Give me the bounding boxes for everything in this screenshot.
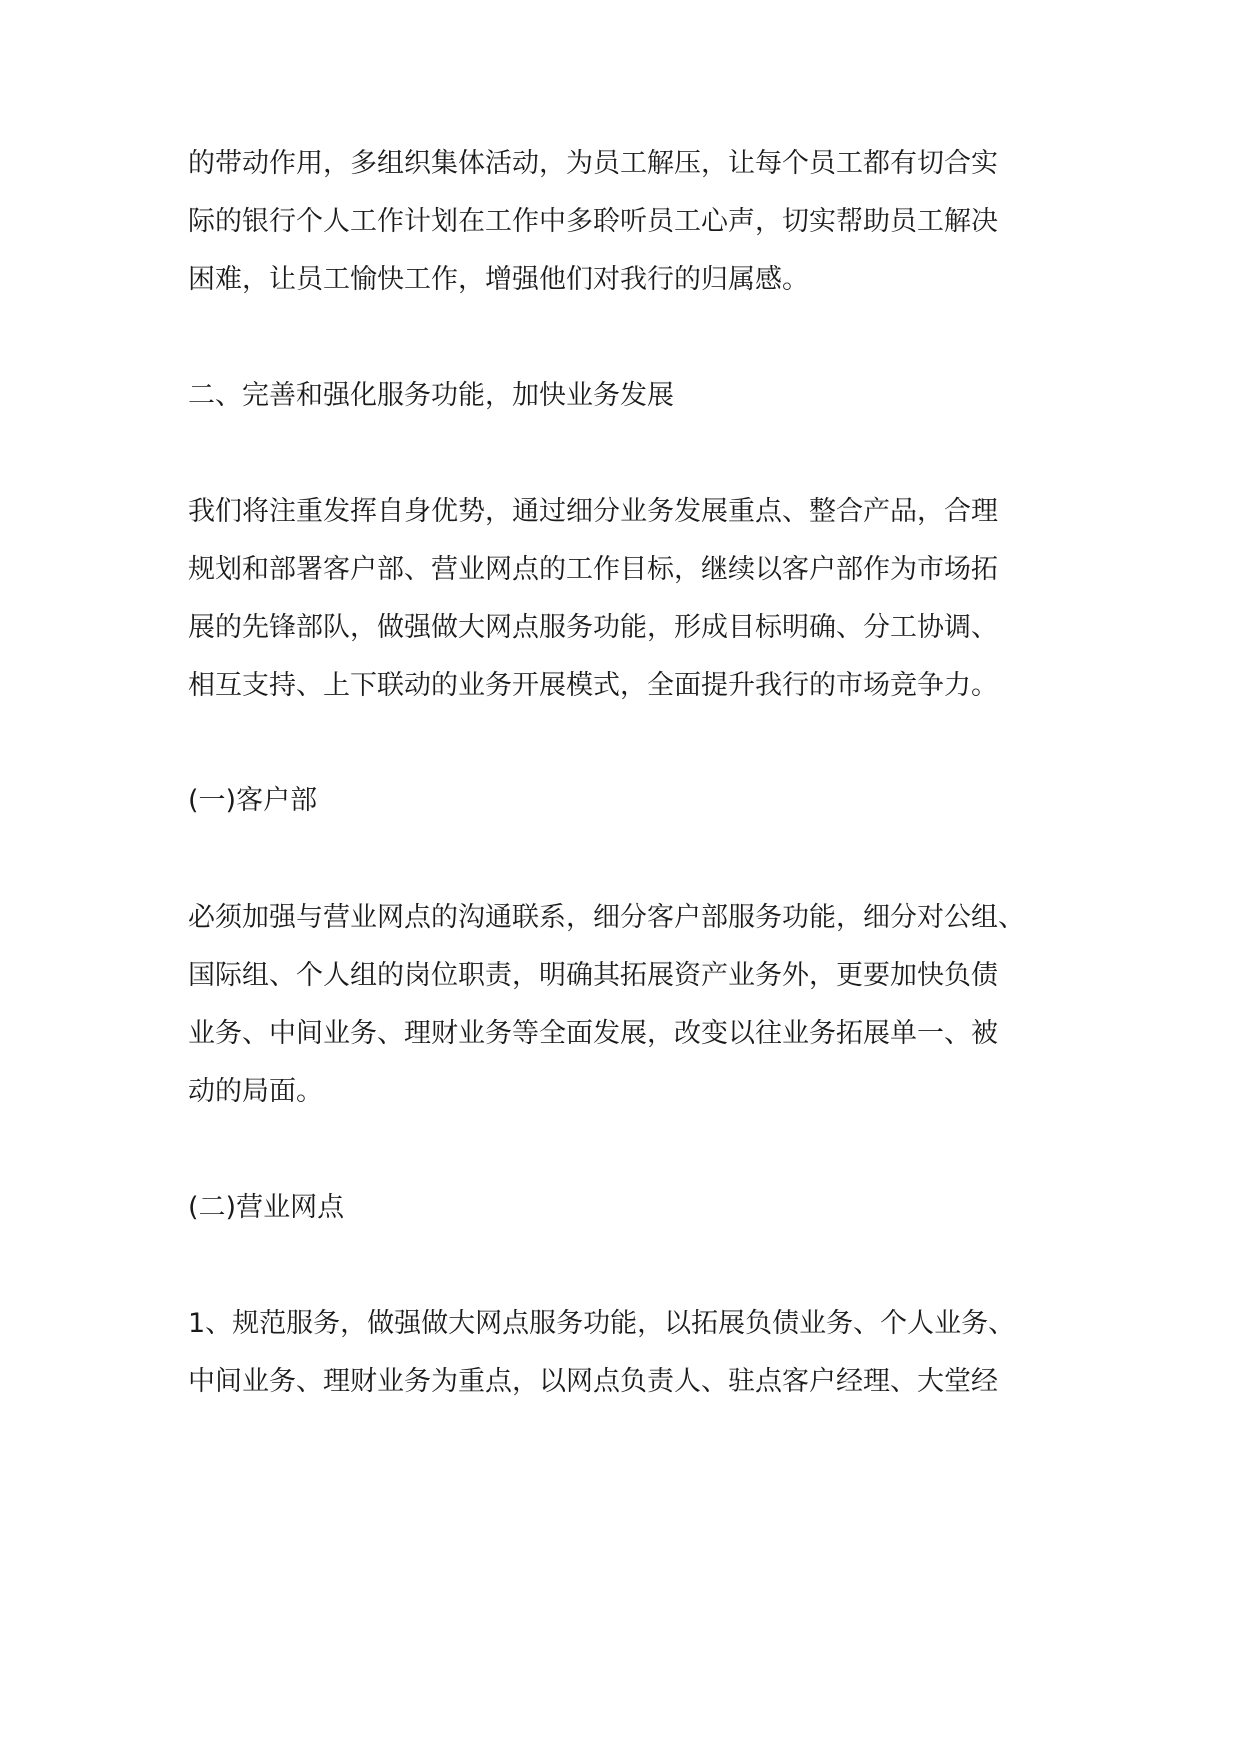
paragraph-3-line-2: 国际组、个人组的岗位职责，明确其拓展资产业务外，更要加快负债 xyxy=(188,960,998,991)
paragraph-1-line-3: 困难，让员工愉快工作，增强他们对我行的归属感。 xyxy=(188,264,809,295)
paragraph-2-line-4: 相互支持、上下联动的业务开展模式，全面提升我行的市场竞争力。 xyxy=(188,670,998,701)
paragraph-2-line-3: 展的先锋部队，做强做大网点服务功能，形成目标明确、分工协调、 xyxy=(188,612,998,643)
paragraph-4-line-1: 1、规范服务，做强做大网点服务功能，以拓展负债业务、个人业务、 xyxy=(188,1308,1016,1339)
section-heading-2: 二、完善和强化服务功能，加快业务发展 xyxy=(188,380,674,411)
paragraph-2-line-2: 规划和部署客户部、营业网点的工作目标，继续以客户部作为市场拓 xyxy=(188,554,998,585)
paragraph-1-line-1: 的带动作用，多组织集体活动，为员工解压，让每个员工都有切合实 xyxy=(188,148,998,179)
paragraph-3-line-1: 必须加强与营业网点的沟通联系，细分客户部服务功能，细分对公组、 xyxy=(188,902,1025,933)
paragraph-3-line-4: 动的局面。 xyxy=(188,1076,323,1107)
paragraph-1-line-2: 际的银行个人工作计划在工作中多聆听员工心声，切实帮助员工解决 xyxy=(188,206,998,237)
subsection-heading-2: (二)营业网点 xyxy=(188,1192,345,1223)
paragraph-3-line-3: 业务、中间业务、理财业务等全面发展，改变以往业务拓展单一、被 xyxy=(188,1018,998,1049)
subsection-heading-1: (一)客户部 xyxy=(188,785,318,816)
paragraph-2-line-1: 我们将注重发挥自身优势，通过细分业务发展重点、整合产品，合理 xyxy=(188,496,998,527)
paragraph-4-line-2: 中间业务、理财业务为重点，以网点负责人、驻点客户经理、大堂经 xyxy=(188,1366,998,1397)
